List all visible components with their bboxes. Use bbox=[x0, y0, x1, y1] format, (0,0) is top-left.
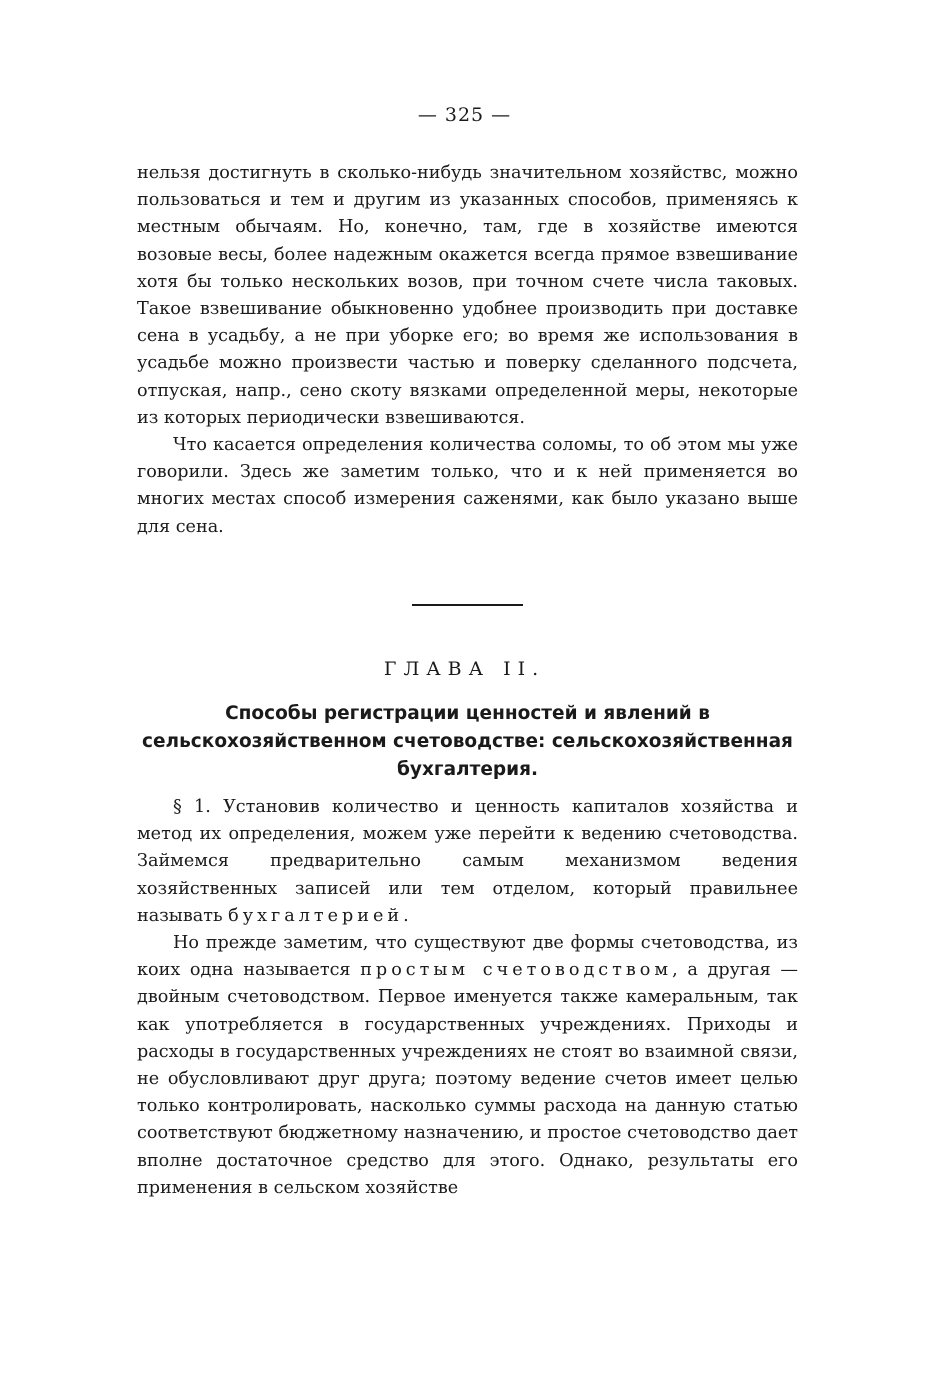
spaced-term: простым счетоводством bbox=[360, 960, 673, 981]
chapter-title: Способы регистрации ценностей и явлений в сельскохозяйственном счетоводстве: сельскохозяйственная бухгалтерия. bbox=[142, 703, 793, 780]
paragraph-hay-weighing: нельзя достигнуть в сколько-нибудь значительном хозяйствс, можно пользоваться и тем и другим из указанных способов, применяясь к местным обычаям. Но, конечно, там, где в хозяйстве имеются возовые весы, более надежным окажется всегда прямое взвешивание хотя бы только нескольких возов, при точном счете числа таковых. Такое взвешивание обыкновенно удобнее производить при доставке сена в усадьбу, а не при уборке его; во время же использования в усадьбе можно произвести частью и поверку сделанного подсчета, отпуская, напр., сено скоту вязками определенной меры, некоторые из которых периодически взвешиваются. bbox=[137, 163, 798, 428]
paragraph-text: . bbox=[403, 905, 409, 926]
paragraph-section-1 bbox=[137, 794, 798, 930]
paragraph-text: § 1. Установив количество и ценность капиталов хозяйства и метод их определения, можем уже перейти к ведению счетоводства. Займемся предварительно самым механизмом ведения хозяйственных записей или тем отделом, который правильнее называть bbox=[137, 797, 798, 926]
continued-text-block bbox=[137, 160, 798, 541]
spaced-term: бухгалтерией bbox=[228, 905, 404, 926]
paragraph-text: , а другая — двойным счетоводством. Первое именуется также камеральным, так как употребляется в государственных учреждениях. Приходы и расходы в государственных учреждениях не стоят во взаимной связи, не обусловливают друг друга; поэтому ведение счетов имеет целью только контролировать, насколько суммы расхода на данную статью соответствуют бюджетному назначению, и простое счетоводство дает вполне достаточное средство для этого. Однако, результаты его применения в сельском хозяйстве bbox=[137, 960, 798, 1198]
chapter-label: ГЛАВА II. bbox=[383, 658, 546, 680]
paragraph-bookkeeping-forms bbox=[137, 930, 798, 1202]
paragraph-text: Но прежде заметим, что существуют две формы счетоводства, из коих одна называется bbox=[137, 933, 798, 981]
page-number: — 325 — bbox=[417, 104, 512, 126]
paragraph-straw: Что касается определения количества соломы, то об этом мы уже говорили. Здесь же заметим только, что и к ней применяется во многих местах способ измерения саженями, как было указано выше для сена. bbox=[137, 435, 798, 537]
section-divider bbox=[412, 604, 523, 606]
chapter-text-block bbox=[137, 794, 798, 1202]
